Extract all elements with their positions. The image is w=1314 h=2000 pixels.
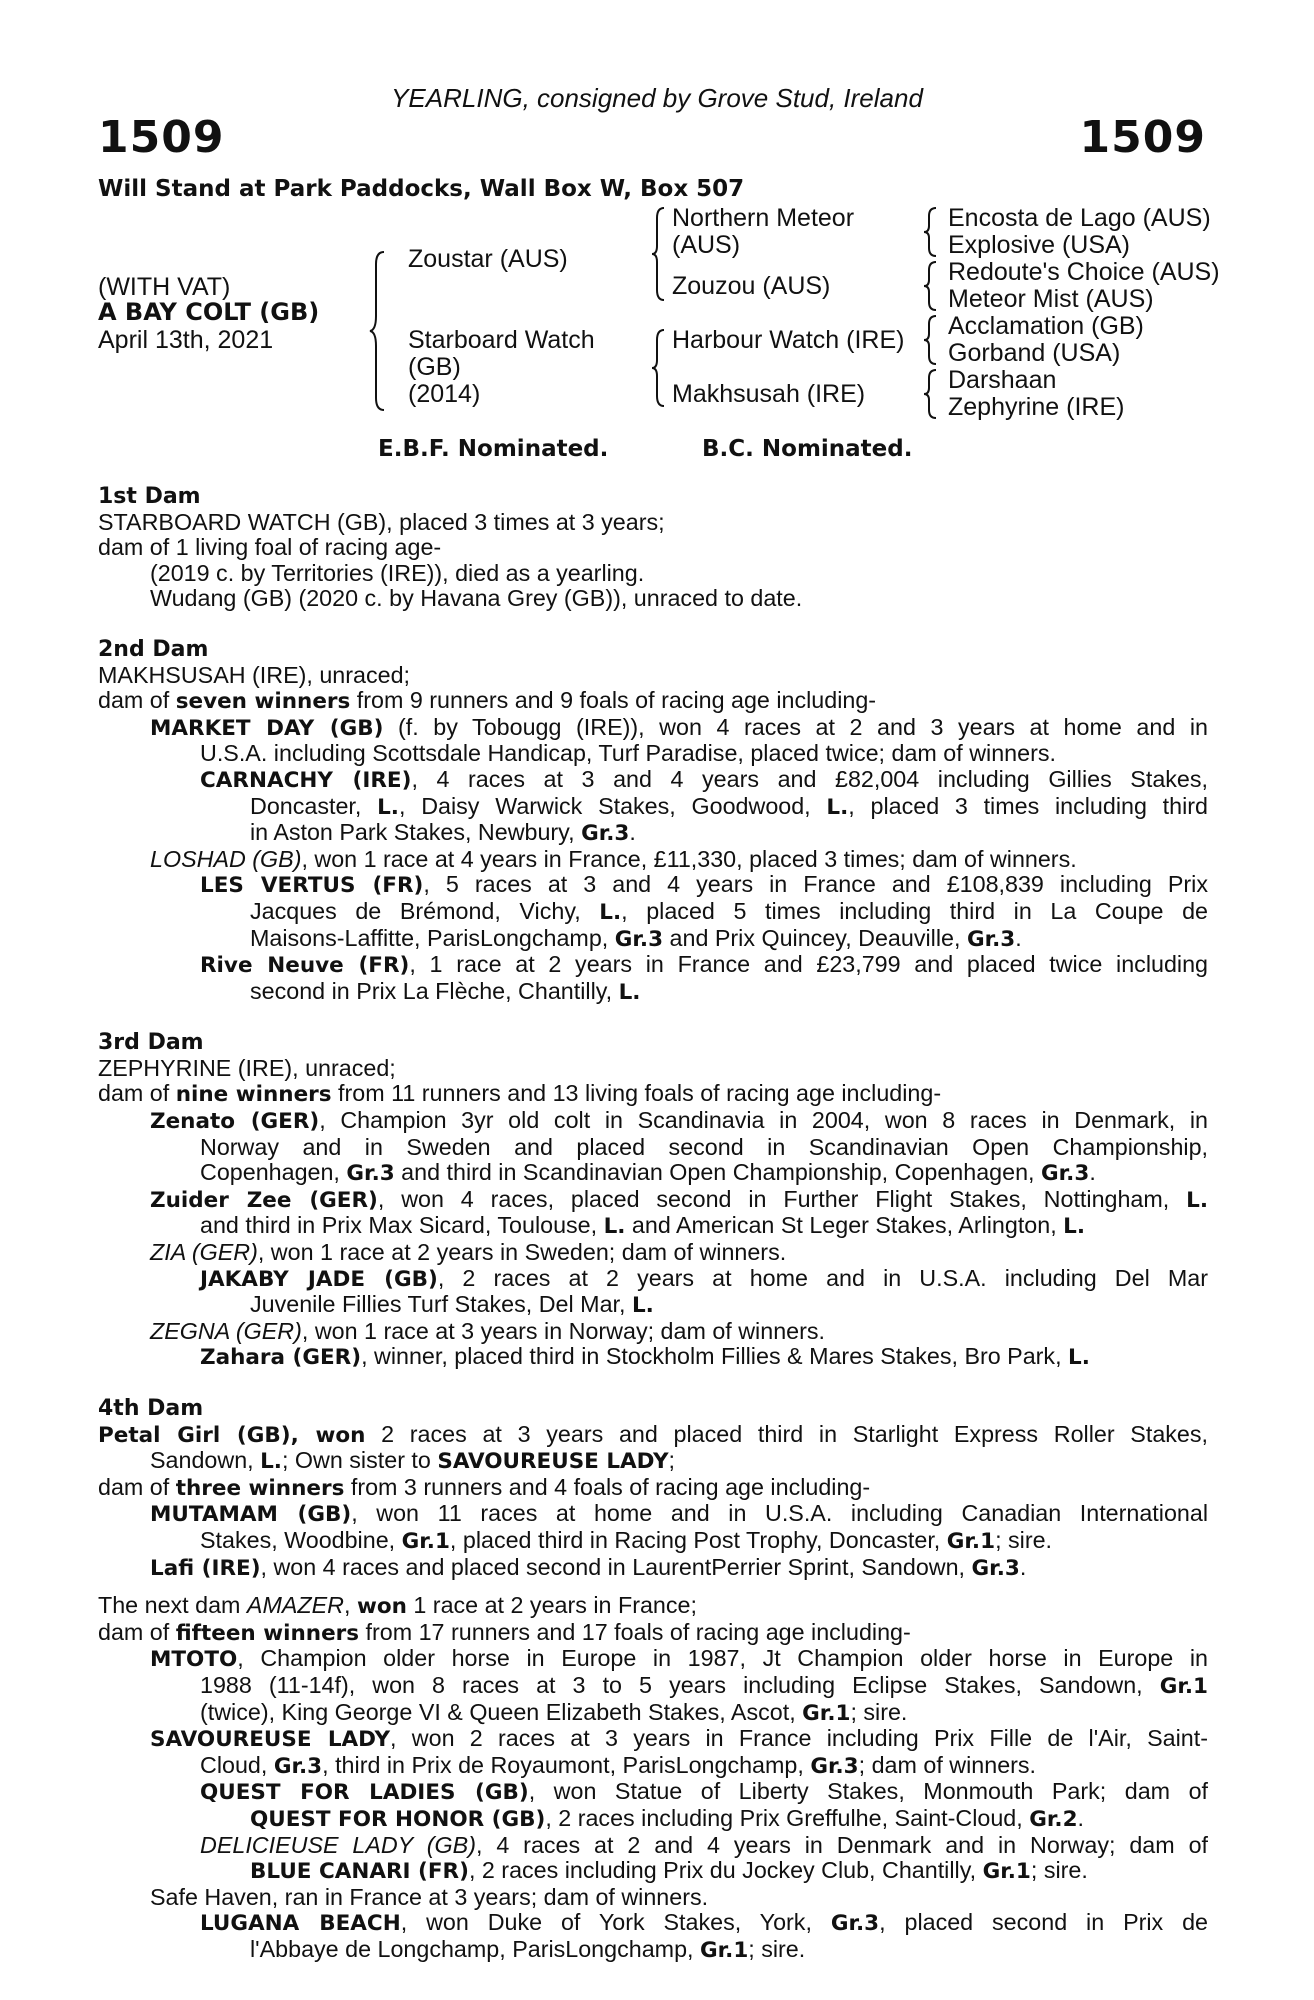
- great-grandparent-5: Acclamation (GB): [948, 312, 1144, 340]
- progeny-line: MUTAMAM (GB), won 11 races at home and in U.S.A. including Canadian International: [150, 1500, 1209, 1528]
- great-grandparent-8: Zephyrine (IRE): [948, 393, 1125, 421]
- dam-line: dam of 1 living foal of racing age-: [98, 534, 442, 561]
- great-grandparent-4: Meteor Mist (AUS): [948, 285, 1154, 313]
- brace-g4: [922, 368, 940, 420]
- progeny-line: ZEGNA (GER), won 1 race at 3 years in Norway; dam of winners.: [150, 1317, 825, 1344]
- progeny-line: Wudang (GB) (2020 c. by Havana Grey (GB)), unraced to date.: [150, 585, 803, 612]
- lot-number-left: 1509: [98, 112, 225, 163]
- progeny-line: and third in Prix Max Sicard, Toulouse, L. and American St Leger Stakes, Arlington, L.: [200, 1212, 1086, 1240]
- progeny-line: Maisons-Laffitte, ParisLongchamp, Gr.3 and Prix Quincey, Deauville, Gr.3.: [250, 924, 1022, 952]
- progeny-line: Doncaster, L., Daisy Warwick Stakes, Goodwood, L., placed 3 times including third: [250, 792, 1208, 820]
- sire-name: Zoustar (AUS): [408, 245, 568, 273]
- dam-dam: Makhsusah (IRE): [672, 380, 866, 408]
- progeny-line: Lafi (IRE), won 4 races and placed second in LaurentPerrier Sprint, Sandown, Gr.3.: [150, 1553, 1027, 1581]
- progeny-line: Zahara (GER), winner, placed third in Stockholm Fillies & Mares Stakes, Bro Park, L.: [200, 1343, 1090, 1371]
- dam-name-1: Starboard Watch: [408, 326, 595, 354]
- brace-g2: [922, 260, 940, 312]
- progeny-line: MARKET DAY (GB) (f. by Tobougg (IRE)), won 4 races at 2 and 3 years at home and in: [150, 713, 1208, 741]
- great-grandparent-6: Gorband (USA): [948, 339, 1121, 367]
- foaling-date: April 13th, 2021: [98, 326, 274, 354]
- progeny-line: JAKABY JADE (GB), 2 races at 2 years at home and in U.S.A. including Del Mar: [200, 1264, 1208, 1292]
- brace-g3: [922, 314, 940, 366]
- progeny-line: LUGANA BEACH, won Duke of York Stakes, York, Gr.3, placed second in Prix de: [200, 1909, 1208, 1937]
- standing-location: Will Stand at Park Paddocks, Wall Box W, Box 507: [98, 176, 745, 202]
- second-dam-heading: 2nd Dam: [98, 636, 209, 662]
- dam-line: Petal Girl (GB), won 2 races at 3 years and placed third in Starlight Express Roller Stakes,: [98, 1420, 1209, 1448]
- dam-name-2: (GB): [408, 353, 461, 381]
- dam-line: MAKHSUSAH (IRE), unraced;: [98, 661, 411, 688]
- great-grandparent-7: Darshaan: [948, 366, 1057, 394]
- progeny-line: Zuider Zee (GER), won 4 races, placed second in Further Flight Stakes, Nottingham, L.: [150, 1185, 1208, 1213]
- sire-dam: Zouzou (AUS): [672, 272, 831, 300]
- dam-line: dam of nine winners from 11 runners and 13 living foals of racing age including-: [98, 1080, 942, 1108]
- sire-sire-2: (AUS): [672, 231, 741, 259]
- next-dam-line: dam of fifteen winners from 17 runners and 17 foals of racing age including-: [98, 1618, 911, 1646]
- lot-number-right: 1509: [1079, 112, 1206, 163]
- brace-sire: [650, 206, 670, 302]
- dam-line: Sandown, L.; Own sister to SAVOUREUSE LADY;: [150, 1447, 676, 1475]
- brace-dam: [650, 328, 670, 408]
- progeny-line: Rive Neuve (FR), 1 race at 2 years in France and £23,799 and placed twice including: [200, 951, 1209, 979]
- great-grandparent-1: Encosta de Lago (AUS): [948, 204, 1211, 232]
- great-grandparent-2: Explosive (USA): [948, 231, 1130, 259]
- progeny-line: (twice), King George VI & Queen Elizabeth Stakes, Ascot, Gr.1; sire.: [200, 1698, 908, 1726]
- vat-note: (WITH VAT): [98, 273, 231, 301]
- brace-gen1: [368, 250, 390, 412]
- progeny-line: Zenato (GER), Champion 3yr old colt in Scandinavia in 2004, won 8 races in Denmark, in: [150, 1107, 1208, 1135]
- progeny-line: QUEST FOR LADIES (GB), won Statue of Liberty Stakes, Monmouth Park; dam of: [200, 1778, 1209, 1806]
- progeny-line: Copenhagen, Gr.3 and third in Scandinavian Open Championship, Copenhagen, Gr.3.: [200, 1159, 1096, 1187]
- third-dam-heading: 3rd Dam: [98, 1030, 204, 1056]
- progeny-line: DELICIEUSE LADY (GB), 4 races at 2 and 4 years in Denmark and in Norway; dam of: [200, 1831, 1208, 1858]
- dam-line: ZEPHYRINE (IRE), unraced;: [98, 1054, 396, 1081]
- progeny-line: BLUE CANARI (FR), 2 races including Prix du Jockey Club, Chantilly, Gr.1; sire.: [250, 1857, 1088, 1885]
- progeny-line: in Aston Park Stakes, Newbury, Gr.3.: [250, 819, 636, 847]
- ebf-nomination: E.B.F. Nominated.: [378, 436, 609, 462]
- catalogue-body: [98, 484, 1208, 1963]
- sire-sire-1: Northern Meteor: [672, 204, 855, 232]
- great-grandparent-3: Redoute's Choice (AUS): [948, 258, 1220, 286]
- next-dam-line: The next dam AMAZER, won 1 race at 2 years in France;: [98, 1592, 697, 1620]
- progeny-line: SAVOUREUSE LADY, won 2 races at 3 years in France including Prix Fille de l'Air, Saint-: [150, 1725, 1208, 1753]
- progeny-line: 1988 (11-14f), won 8 races at 3 to 5 years including Eclipse Stakes, Sandown, Gr.1: [200, 1671, 1208, 1699]
- dam-sire: Harbour Watch (IRE): [672, 326, 905, 354]
- progeny-line: CARNACHY (IRE), 4 races at 3 and 4 years and £82,004 including Gillies Stakes,: [200, 765, 1209, 793]
- progeny-line: Stakes, Woodbine, Gr.1, placed third in Racing Post Trophy, Doncaster, Gr.1; sire.: [200, 1526, 1053, 1554]
- progeny-line: QUEST FOR HONOR (GB), 2 races including Prix Greffulhe, Saint-Cloud, Gr.2.: [250, 1804, 1085, 1832]
- fourth-dam-heading: 4th Dam: [98, 1396, 204, 1421]
- dam-line: dam of seven winners from 9 runners and 9 foals of racing age including-: [98, 687, 877, 715]
- horse-name: A BAY COLT (GB): [98, 298, 320, 326]
- dam-name-3: (2014): [408, 380, 481, 408]
- progeny-line: Jacques de Brémond, Vichy, L., placed 5 times including third in La Coupe de: [250, 897, 1208, 925]
- progeny-line: Juvenile Fillies Turf Stakes, Del Mar, L.: [250, 1291, 654, 1319]
- progeny-line: Cloud, Gr.3, third in Prix de Royaumont, ParisLongchamp, Gr.3; dam of winners.: [200, 1751, 1037, 1779]
- brace-g1: [922, 206, 940, 258]
- dam-line: dam of three winners from 3 runners and 4 foals of racing age including-: [98, 1473, 871, 1501]
- dam-line: STARBOARD WATCH (GB), placed 3 times at 3 years;: [98, 508, 665, 535]
- progeny-line: ZIA (GER), won 1 race at 2 years in Sweden; dam of winners.: [150, 1239, 787, 1266]
- consignment-line: YEARLING, consigned by Grove Stud, Ireland: [391, 83, 923, 113]
- first-dam-heading: 1st Dam: [98, 484, 201, 509]
- progeny-line: second in Prix La Flèche, Chantilly, L.: [250, 977, 641, 1005]
- progeny-line: (2019 c. by Territories (IRE)), died as a yearling.: [150, 559, 645, 586]
- progeny-line: MTOTO, Champion older horse in Europe in 1987, Jt Champion older horse in Europe in: [150, 1645, 1208, 1673]
- progeny-line: Safe Haven, ran in France at 3 years; dam of winners.: [150, 1883, 709, 1910]
- bc-nomination: B.C. Nominated.: [702, 436, 913, 462]
- progeny-line: LOSHAD (GB), won 1 race at 4 years in France, £11,330, placed 3 times; dam of winners.: [150, 845, 1077, 872]
- progeny-line: Norway and in Sweden and placed second in Scandinavian Open Championship,: [200, 1133, 1208, 1160]
- progeny-line: LES VERTUS (FR), 5 races at 3 and 4 years in France and £108,839 including Prix: [200, 871, 1209, 899]
- progeny-line: l'Abbaye de Longchamp, ParisLongchamp, Gr.1; sire.: [250, 1935, 806, 1963]
- progeny-line: U.S.A. including Scottsdale Handicap, Turf Paradise, placed twice; dam of winners.: [200, 740, 1056, 767]
